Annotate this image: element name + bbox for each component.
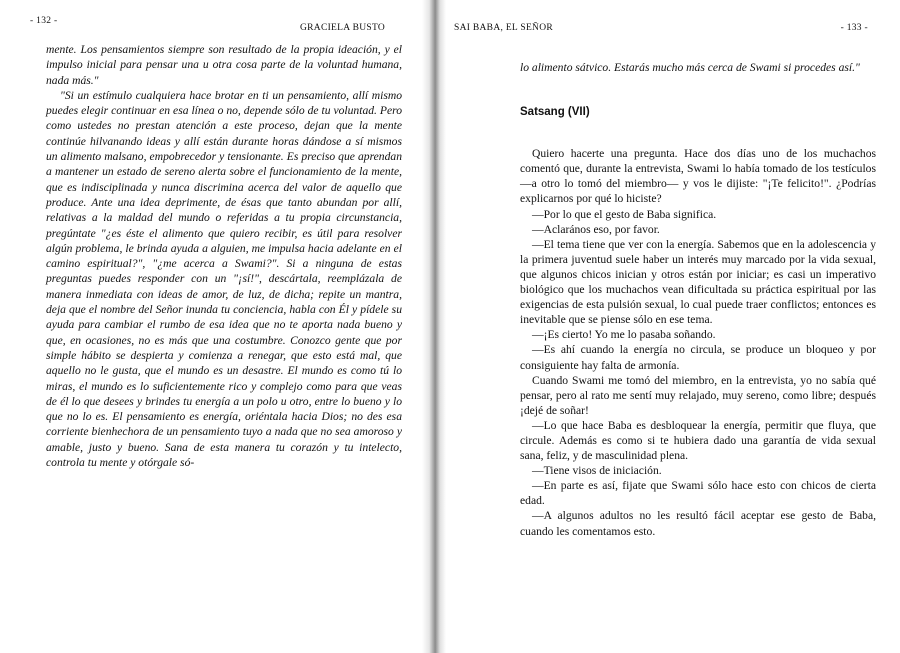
paragraph: —Por lo que el gesto de Baba significa.: [532, 207, 717, 221]
right-page: [436, 0, 900, 653]
paragraph: Quiero hacerte una pregunta. Hace dos días uno de los muchachos comentó que, durante la entrevista, Swami lo había tomado de los testículos —a otro lo tomó del miembro— y vos le dijiste: "¡Te felicito!". ¿Podrías explicarnos por qué lo hiciste?: [520, 147, 876, 206]
paragraph: —En parte es así, fijate que Swami sólo hace esto con chicos de cierta edad.: [520, 479, 876, 508]
paragraph: —Tiene visos de iniciación.: [532, 464, 662, 478]
right-page-header: [454, 10, 868, 32]
left-page-body: [46, 40, 402, 470]
paragraph: —El tema tiene que ver con la energía. Sabemos que en la adolescencia y la primera juventud suele haber un interés muy marcado por la vida sexual, que algunos chicos inician y otros están por iniciar; es casi un imperativo biológico que los muchachos vean dificultada su práctica espiritual por las exigencias de esta pulsión sexual, lo cual puede traer conflictos; entonces es inevitable que se piense sólo en ese tema.: [520, 237, 876, 327]
paragraph: —¡Es cierto! Yo me lo pasaba soñando.: [532, 328, 716, 342]
paragraph: —A algunos adultos no les resultó fácil aceptar ese gesto de Baba, cuando les comentamos esto.: [520, 509, 876, 538]
paragraph: lo alimento sátvico. Estarás mucho más cerca de Swami si procedes así.": [520, 61, 860, 74]
running-head: SAI BABA, EL SEÑOR: [454, 23, 553, 33]
left-page: [0, 0, 428, 653]
running-head: GRACIELA BUSTO: [300, 23, 386, 33]
paragraph: —Aclarános eso, por favor.: [532, 222, 660, 236]
paragraph: mente. Los pensamientos siempre son resultado de la propia ideación, y el impulso inicial para pensar una u otra cosa parte de la voluntad humana, nada más.": [46, 43, 402, 87]
left-page-header: [30, 10, 402, 32]
paragraph: —Lo que hace Baba es desbloquear la energía, permitir que fluya, que circule. Además es como si te hubiera dado una garantía de vida sexual sana, feliz, y de masculinidad plena.: [520, 418, 876, 463]
page-number: - 132 -: [30, 16, 58, 26]
paragraph: —Es ahí cuando la energía no circula, se produce un bloqueo y por consiguiente hay falta de armonía.: [520, 343, 876, 372]
section-heading: Satsang (VII): [520, 106, 590, 119]
paragraph: "Si un estímulo cualquiera hace brotar en ti un pensamiento, allí mismo puedes elegir continuar en esa línea o no, depende sólo de tu voluntad. Pero como ustedes no prestan atención a este proceso, dejan que la mente continúe hilvanando ideas y allí están durante horas dándose a sí mismos un alimento malsano, empobrecedor y tensionante. Es preciso que aprendan a mantener un estado de sereno alerta sobre el funcionamiento de la mente, que es indisciplinada y nunca discrimina acerca del valor de aquello que produce. Ante una idea deprimente, de ésas que tanto abundan por allí, relativas a la maldad del mundo o referidas a tu propia circunstancia, pregúntate "¿es éste el alimento que quiero recibir, es útil para resolver algún problema, le brinda ayuda a alguien, me impulsa hacia adelante en el camino espiritual?", "¿me acerca a Swami?". Si a ninguna de estas preguntas puedes responder con un "¡sí!", descártala, reemplázala de manera inmediata con ideas de amor, de luz, de dicha; repite un mantra, deja que el nombre del Señor inunda tu conciencia, habla con Él y pídele su ayuda para cambiar el rumbo de esa idea que no te aporta nada bueno y que, en ocasiones, no es más que una costumbre. Conozco gente que por simple hábito se despierta y comienza a renegar, que esto está mal, que aquello no le gusta, que el mundo es un desastre. El mundo es como tú lo miras, el mundo es lo suficientemente rico y complejo como para que veas de él lo que desees y brindes tu energía a un polo u otro, entre lo bueno y lo que no lo es. El pensamiento es energía, oriéntala hacia Dios; no des esa corriente bienhechora de un pensamiento tuyo a nada que no sea amoroso y amable, justo y bueno. Sana de esta manera tu corazón y tu intelecto, controla tu mente y otórgale só-: [46, 88, 402, 470]
paragraph: Cuando Swami me tomó del miembro, en la entrevista, yo no sabía qué pensar, pero al rato me sentí muy relajado, muy sereno, como libre; después ¡dejé de soñar!: [520, 373, 876, 417]
right-page-body: [520, 60, 876, 539]
page-number: - 133 -: [840, 23, 868, 33]
